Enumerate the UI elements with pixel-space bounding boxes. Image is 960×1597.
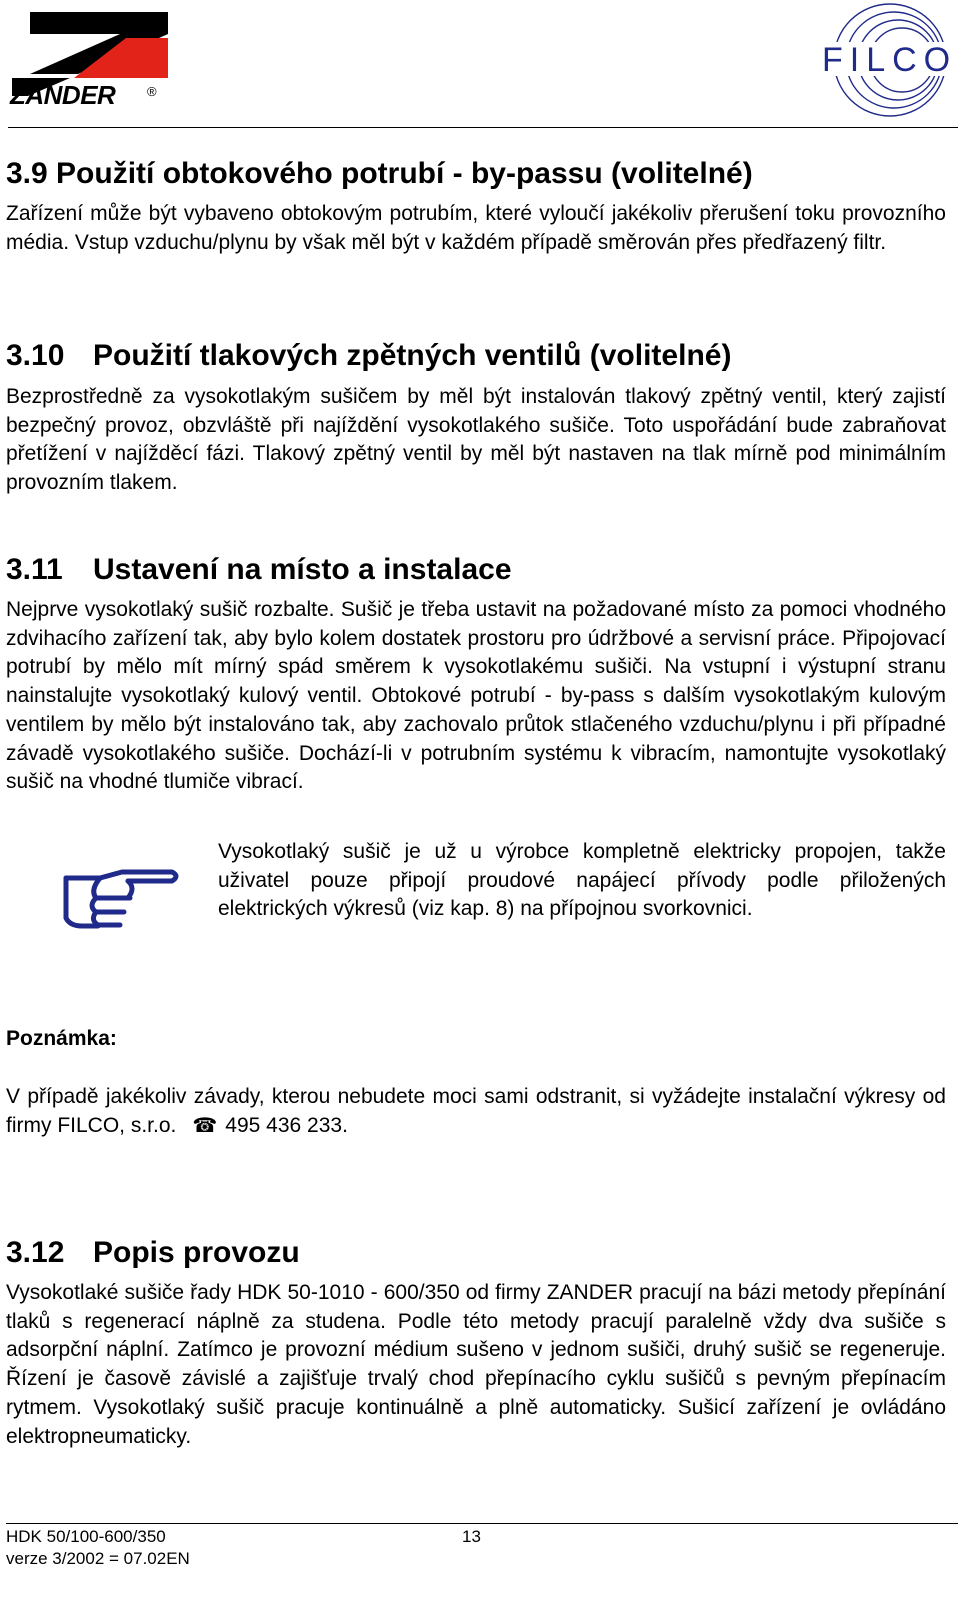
section-number: 3.11 xyxy=(6,553,63,586)
footer-doc-id: HDK 50/100-600/350 xyxy=(6,1527,166,1546)
section-title: Ustavení na místo a instalace xyxy=(93,553,512,586)
section-3-9-body: Zařízení může být vybaveno obtokovým potrubím, které vyloučí jakékoliv přerušení toku provozního média. Vstup vzduchu/plynu by však měl být v každém případě směrován přes předřazený filtr. xyxy=(6,202,946,254)
section-number: 3.12 xyxy=(6,1236,65,1269)
registered-mark: ® xyxy=(147,84,157,99)
wiring-note: Vysokotlaký sušič je už u výrobce kompletně elektricky propojen, takže uživatel pouze připojí proudové napájecí přívody podle přiložených elektrických výkresů (viz kap. 8) na přípojnou svorkovnici. xyxy=(218,840,946,921)
section-title: Popis provozu xyxy=(93,1236,300,1269)
zander-logo-text: ZANDER xyxy=(10,80,116,110)
section-3-12-heading xyxy=(6,1236,300,1270)
filco-logo-text: FILCO xyxy=(822,41,958,79)
page-number: 13 xyxy=(462,1527,481,1546)
section-3-10-body: Bezprostředně za vysokotlakým sušičem by měl být instalován tlakový zpětný ventil, který zajistí bezpečný provoz, obzvláště při najíždění vysokotlakého sušiče. Toto uspořádání bude zabraňovat přetížení v najížděcí fázi. Tlakový zpětný ventil by měl být nastaven na tlak mírně pod minimálním provozním tlakem. xyxy=(6,385,946,495)
section-title: Použití tlakových zpětných ventilů (volitelné) xyxy=(93,339,732,372)
page-header xyxy=(0,0,960,128)
remark-body xyxy=(6,1083,946,1140)
filco-logo xyxy=(812,2,960,120)
header-divider xyxy=(8,127,958,128)
phone-number: 495 436 233. xyxy=(225,1113,348,1137)
footer-version: verze 3/2002 = 07.02EN xyxy=(6,1549,190,1568)
section-3-11-heading xyxy=(6,553,512,587)
footer-divider xyxy=(6,1523,958,1524)
remark-text: V případě jakékoliv závady, kterou nebudete moci sami odstranit, si vyžádejte instalační výkresy od firmy FILCO, s.r.o. xyxy=(6,1085,946,1137)
remark-label: Poznámka: xyxy=(6,1027,117,1050)
section-3-11-body: Nejprve vysokotlaký sušič rozbalte. Sušič je třeba ustavit na požadované místo za pomoci vhodného zdvihacího zařízení tak, aby bylo kolem dostatek prostoru pro údržbové a servisní práce. Připojovací potrubí by mělo mít mírný spád směrem k vysokotlakému sušiči. Na vstupní i výstupní stranu nainstalujte vysokotlaký kulový ventil. Obtokové potrubí - by-pass s dalším vysokotlakým kulovým ventilem by mělo být instalováno tak, aby zachovalo průtok stlačeného vzduchu/plynu i při případné závadě vysokotlakého sušiče. Dochází-li v potrubním systému k vibracím, namontujte vysokotlaký sušič na vhodné tlumiče vibrací. xyxy=(6,598,946,794)
section-3-12-body: Vysokotlaké sušiče řady HDK 50-1010 - 600/350 od firmy ZANDER pracují na bázi metody přepínání tlaků s regenerací náplně za studena. Podle této metody pracují paralelně vždy dva sušiče s adsorpční náplní. Zatímco je provozní médium sušeno v jednom sušiči, druhý sušič se regeneruje. Řízení je časově závislé a zajišťuje trvalý chod přepínacího cyklu sušičů s pevným přepínacím rytmem. Vysokotlaký sušič pracuje kontinuálně a plně automaticky. Sušicí zařízení je ovládáno elektropneumaticky. xyxy=(6,1281,946,1448)
section-3-10-heading xyxy=(6,339,731,373)
section-number: 3.10 xyxy=(6,339,65,372)
section-3-9-heading: 3.9 Použití obtokového potrubí - by-passu (volitelné) xyxy=(6,157,753,190)
telephone-icon: ☎ xyxy=(192,1114,218,1137)
pointing-hand-icon xyxy=(60,868,184,930)
